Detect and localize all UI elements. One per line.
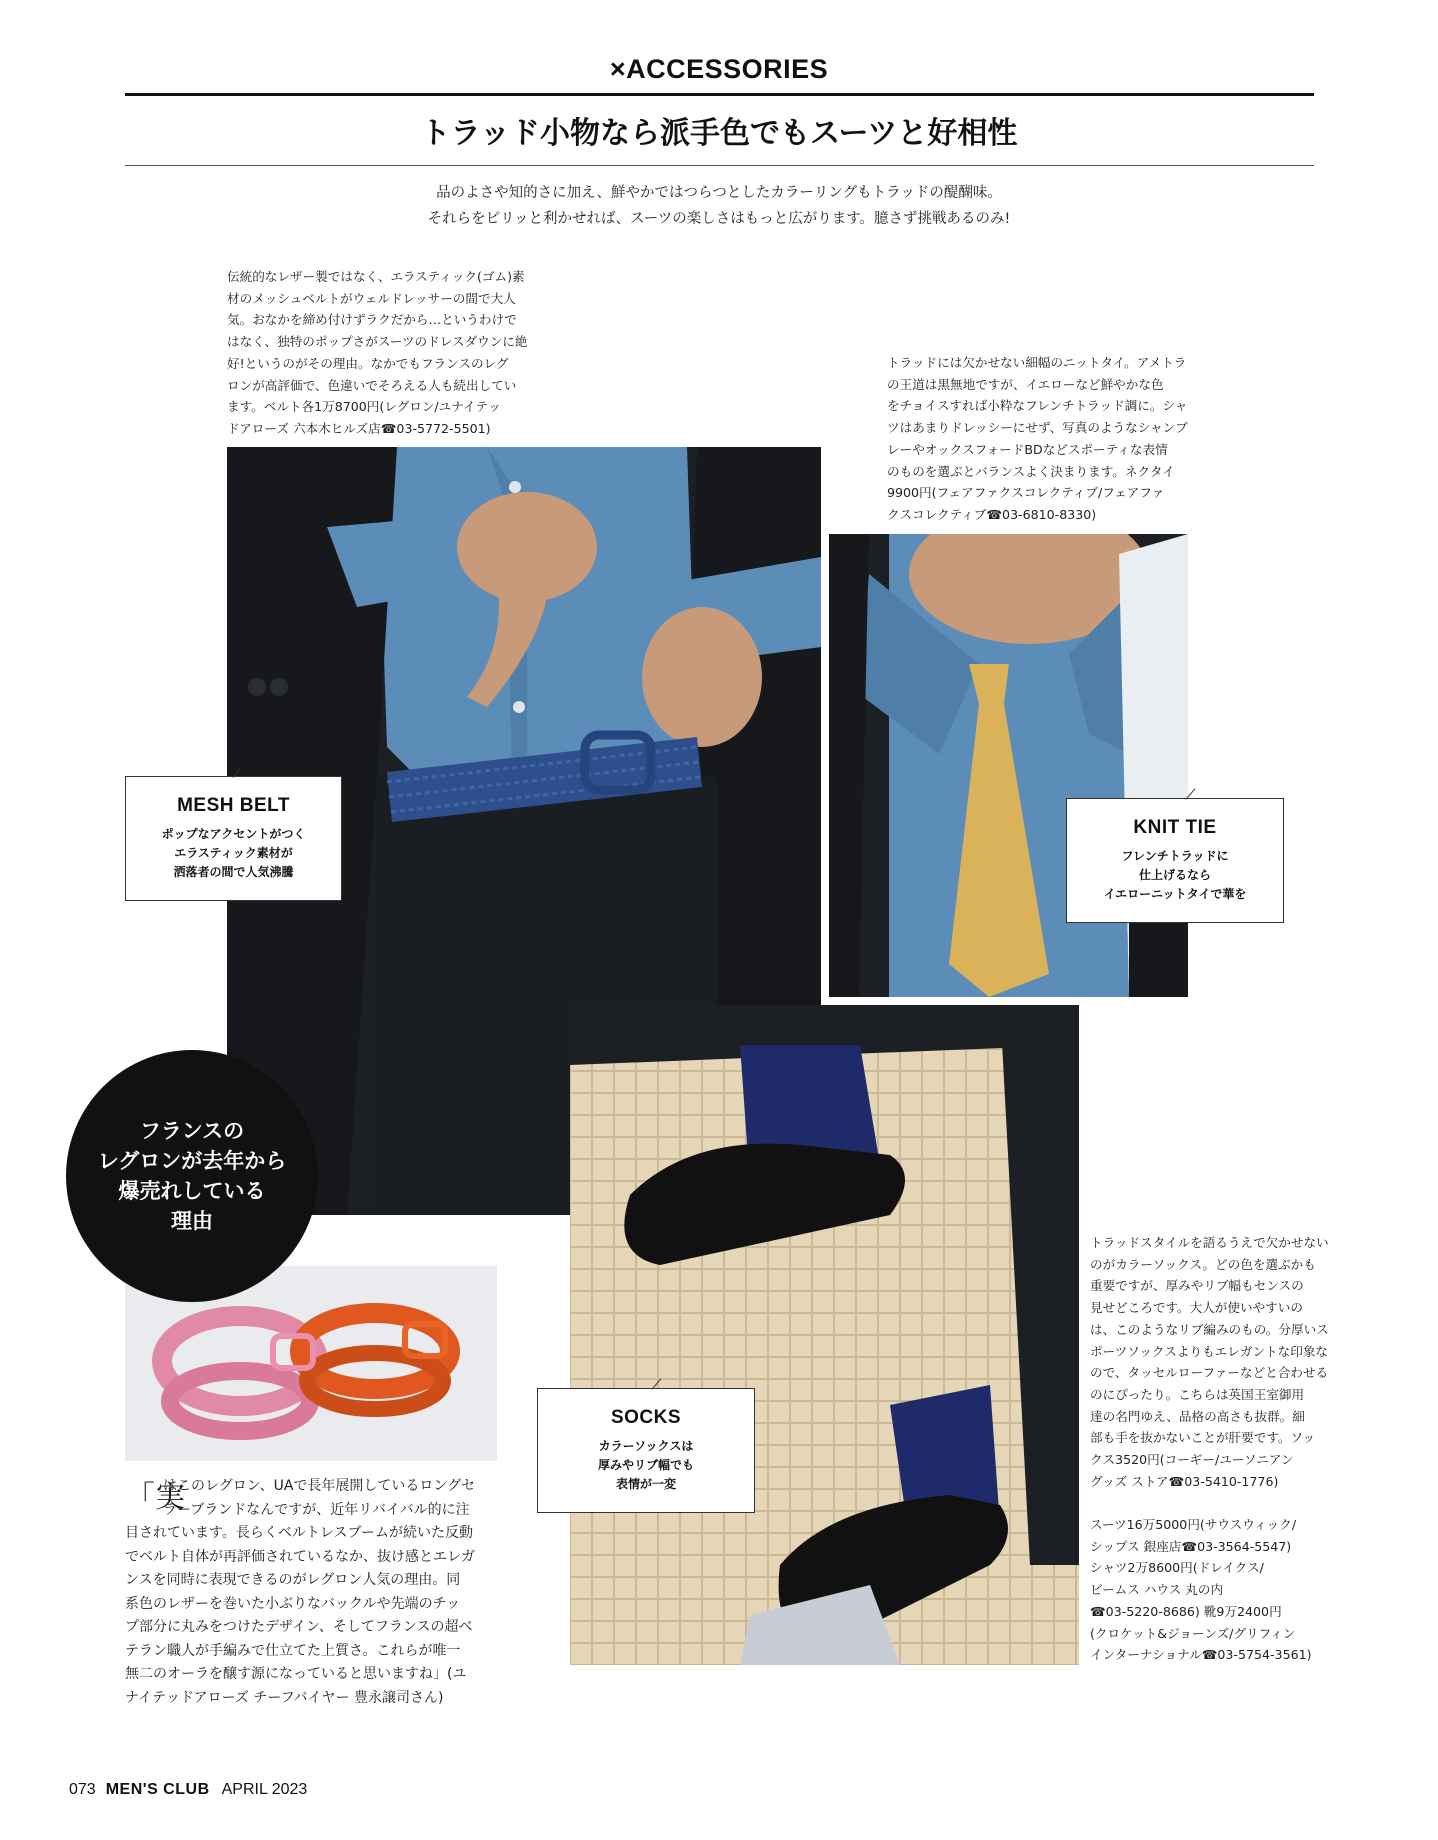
- feature-circle-badge: [66, 1050, 318, 1302]
- callout-title: SOCKS: [610, 1407, 682, 1428]
- lead-line: 品のよさや知的さに加え、鮮やかではつらつとしたカラーリングもトラッドの醍醐味。: [436, 185, 1002, 201]
- mesh-belt-callout: [125, 776, 342, 901]
- section-label: [0, 54, 1438, 85]
- socks-photo: [570, 1005, 1079, 1665]
- lead-paragraph: [0, 180, 1438, 232]
- callout-subtitle: カラーソックスは 厚みやリブ幅でも 表情が一変: [597, 1439, 694, 1491]
- lead-line: それらをピリッと利かせれば、スーツの楽しさはもっと広がります。臆さず挑戦あるのみ!: [427, 211, 1011, 227]
- buyer-quote: [125, 1475, 505, 1710]
- belt-description: 伝統的なレザー製ではなく、エラスティック(ゴム)素 材のメッシュベルトがウェルドレッサーの間で大人 気。おなかを締め付けずラクだから…というわけで はなく、独特のポップさがスーツのドレスダウンに絶 好!というのがその理由。なかでもフランスのレグ ロンが高評価で、色違いでそろえる人も続出してい ます。ベルト各1万8700円(レグロン/ユナイテッ ドアローズ 六本木ヒルズ店☎03-5772-5501): [227, 269, 528, 436]
- quote-open-mark: 「: [125, 1480, 155, 1515]
- callout-title: MESH BELT: [177, 795, 290, 816]
- quote-open-dropcap: [125, 1475, 185, 1522]
- callout-title: KNIT TIE: [1133, 817, 1217, 838]
- dropcap: 実: [155, 1480, 185, 1515]
- magazine-name: MEN'S CLUB: [105, 1781, 210, 1798]
- page-number: 073: [69, 1781, 96, 1798]
- quote-body: 目されています。長らくベルトレスブームが続いた反動 でベルト自体が再評価されているなか、抜け感とエレガ ンスを同時に表現できるのがレグロン人気の理由。同 系色のレザーを巻いた小ぶりなバックルや先端のチッ プ部分に丸みをつけたデザイン、そしてフランスの超ベ テラン職人が手編みで仕立てた上質さ。これらが唯一 無二のオーラを醸す源になっていると思いますね」(ユ ナイテッドアローズ チーフバイヤー 豊永譲司さん): [125, 1525, 475, 1706]
- socks-description: トラッドスタイルを語るうえで欠かせない のがカラーソックス。どの色を選ぶかも 重要ですが、厚みやリブ幅もセンスの 見せどころです。大人が使いやすいの は、このようなリブ編みのもの。分厚いス ポーツソックスよりもエレガントな印象な ので、タッセルローファーなどと合わせる のにぴったり。こちらは英国王室御用 達の名門ゆえ、品格の高さも抜群。細 部も手を抜かないことが肝要です。ソッ クス3520円(コーギー/ユーソニアン グッズ ストア☎03-5410-1776): [1090, 1235, 1329, 1489]
- callout-subtitle: フレンチトラッドに 仕上げるなら イエローニットタイで華を: [1103, 849, 1247, 901]
- section-name: ACCESSORIES: [626, 54, 829, 84]
- page-headline: トラッド小物なら派手色でもスーツと好相性: [420, 116, 1018, 151]
- outfit-credits: スーツ16万5000円(サウスウィック/ シップス 銀座店☎03-3564-5547) シャツ2万8600円(ドレイクス/ ビームス ハウス 丸の内 ☎03-5220-8686) 靴9万2400円 (クロケット&ジョーンズ/グリフィン インターナショナル☎03-5754-3561): [1090, 1517, 1312, 1663]
- cross-mark: ×: [609, 54, 627, 84]
- tie-photo: [829, 534, 1188, 997]
- callout-subtitle: ポップなアクセントがつく エラスティック素材が 洒落者の間で人気沸騰: [161, 827, 306, 879]
- socks-callout: [537, 1388, 755, 1513]
- quote-first-lines: はこのレグロン、UAで長年展開しているロングセ ラーブランドなんですが、近年リバイバル的に注: [163, 1478, 476, 1518]
- knit-tie-callout: [1066, 798, 1284, 923]
- page-footer: [69, 1781, 307, 1799]
- issue-date: APRIL 2023: [221, 1781, 308, 1798]
- headline-rule: [125, 165, 1314, 166]
- tie-description: トラッドには欠かせない細幅のニットタイ。アメトラ の王道は黒無地ですが、イエローなど鮮やかな色 をチョイスすれば小粋なフレンチトラッド調に。シャ ツはあまりドレッシーにせず、写真のようなシャンブ レーやオックスフォードBDなどスポーティな表情 のものを選ぶとバランスよく決まります。ネクタイ 9900円(フェアファクスコレクティブ/フェアファ クスコレクティブ☎03-6810-8330): [887, 355, 1188, 522]
- top-rule: [125, 93, 1314, 96]
- circle-heading: フランスの レグロンが去年から 爆売れしている 理由: [97, 1119, 287, 1233]
